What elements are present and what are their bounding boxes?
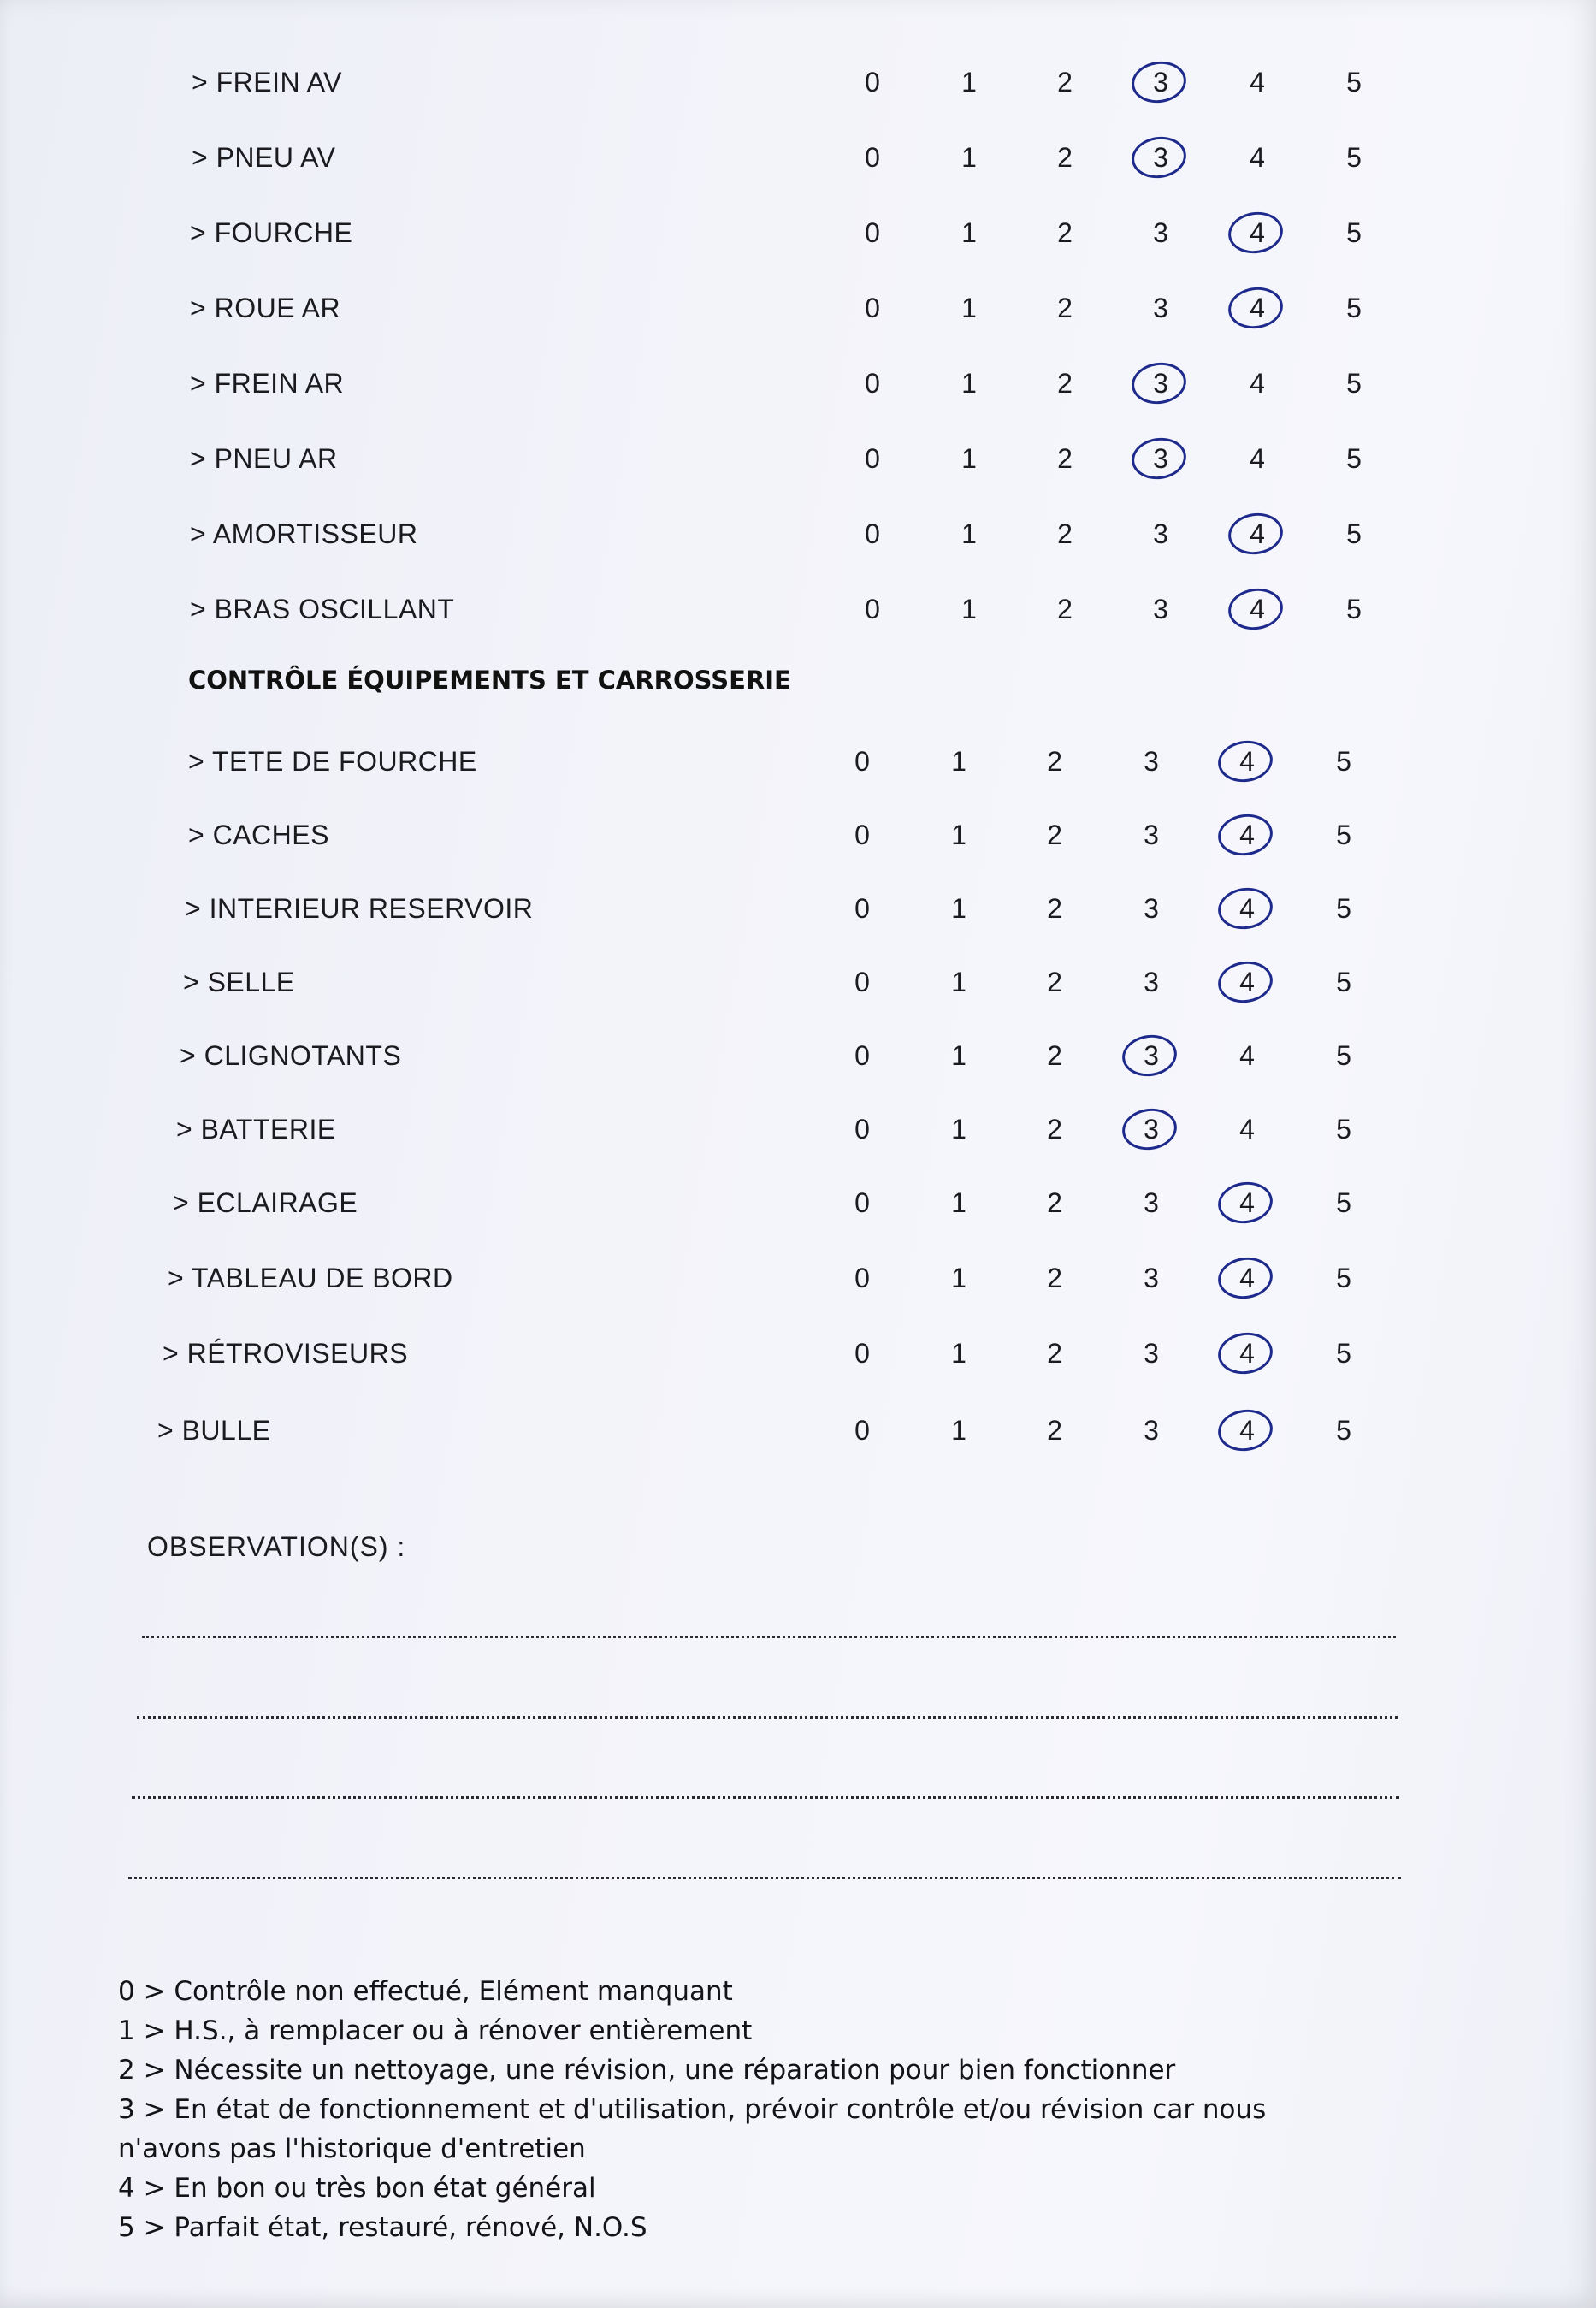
score-option-1[interactable]: 1 (961, 67, 977, 98)
legend-line: 1 > H.S., à remplacer ou à rénover entièrement (118, 2015, 753, 2046)
selected-score-circle (1129, 58, 1189, 106)
score-option-3[interactable]: 3 (1153, 518, 1168, 549)
selected-score-circle (1215, 1329, 1275, 1377)
observation-line[interactable] (137, 1716, 1398, 1719)
score-option-1[interactable]: 1 (951, 1187, 966, 1218)
legend-line: 4 > En bon ou très bon état général (118, 2173, 596, 2204)
rating-row (0, 585, 1596, 636)
item-label: > CACHES (188, 820, 329, 850)
score-option-4[interactable]: 4 (1230, 1338, 1264, 1370)
score-option-5[interactable]: 5 (1336, 1338, 1351, 1369)
score-option-0[interactable]: 0 (865, 443, 880, 474)
score-option-2[interactable]: 2 (1057, 142, 1073, 173)
score-option-5[interactable]: 5 (1346, 594, 1362, 624)
selected-score-circle (1226, 510, 1286, 558)
score-option-3[interactable]: 3 (1144, 142, 1178, 174)
score-option-1[interactable]: 1 (951, 1040, 966, 1071)
item-label: > RÉTROVISEURS (163, 1338, 409, 1369)
rating-row (0, 209, 1596, 260)
score-option-0[interactable]: 0 (854, 1187, 870, 1218)
score-option-4[interactable]: 4 (1240, 293, 1274, 324)
rating-row (0, 1179, 1596, 1230)
score-option-1[interactable]: 1 (951, 746, 966, 777)
section-title: CONTRÔLE ÉQUIPEMENTS ET CARROSSERIE (188, 666, 791, 695)
score-option-5[interactable]: 5 (1346, 518, 1362, 549)
observations-title: OBSERVATION(S) : (147, 1531, 406, 1562)
score-option-1[interactable]: 1 (951, 1114, 966, 1145)
item-label: > FREIN AV (192, 67, 343, 98)
legend-line: 3 > En état de fonctionnement et d'utilisation, prévoir contrôle et/ou révision car nous (118, 2094, 1267, 2125)
score-option-1[interactable]: 1 (951, 1338, 966, 1369)
legend-line: 2 > Nécessite un nettoyage, une révision, une réparation pour bien fonctionner (118, 2055, 1176, 2086)
score-option-1[interactable]: 1 (951, 967, 966, 997)
score-option-2[interactable]: 2 (1057, 594, 1073, 624)
score-option-2[interactable]: 2 (1057, 443, 1073, 474)
score-option-3[interactable]: 3 (1144, 1338, 1159, 1369)
score-option-4[interactable]: 4 (1230, 893, 1264, 925)
score-option-0[interactable]: 0 (865, 518, 880, 549)
rating-row (0, 510, 1596, 561)
score-option-2[interactable]: 2 (1047, 1187, 1062, 1218)
rating-row (0, 284, 1596, 335)
selected-score-circle (1129, 359, 1189, 407)
score-option-0[interactable]: 0 (854, 1114, 870, 1145)
score-option-2[interactable]: 2 (1057, 217, 1073, 248)
score-option-5[interactable]: 5 (1346, 368, 1362, 399)
observation-line[interactable] (142, 1636, 1396, 1638)
score-option-3[interactable]: 3 (1134, 1040, 1168, 1072)
selected-score-circle (1226, 209, 1286, 257)
score-option-3[interactable]: 3 (1134, 1114, 1168, 1145)
score-option-3[interactable]: 3 (1153, 217, 1168, 248)
score-option-2[interactable]: 2 (1057, 518, 1073, 549)
score-option-2[interactable]: 2 (1047, 1040, 1062, 1071)
score-option-0[interactable]: 0 (854, 1040, 870, 1071)
item-label: > BULLE (157, 1415, 271, 1446)
item-label: > FREIN AR (190, 368, 345, 399)
selected-score-circle (1120, 1032, 1179, 1080)
score-option-2[interactable]: 2 (1057, 67, 1073, 98)
rating-row (0, 359, 1596, 411)
score-option-5[interactable]: 5 (1336, 893, 1351, 924)
score-option-2[interactable]: 2 (1047, 746, 1062, 777)
score-option-0[interactable]: 0 (865, 67, 880, 98)
score-option-3[interactable]: 3 (1144, 1187, 1159, 1218)
selected-score-circle (1226, 284, 1286, 332)
score-option-4[interactable]: 4 (1239, 1114, 1255, 1145)
score-option-3[interactable]: 3 (1144, 368, 1178, 399)
score-option-5[interactable]: 5 (1336, 1415, 1351, 1446)
score-option-3[interactable]: 3 (1144, 893, 1159, 924)
rating-legend (118, 1972, 1452, 2247)
score-option-3[interactable]: 3 (1144, 820, 1159, 850)
score-option-2[interactable]: 2 (1047, 1263, 1062, 1293)
score-option-4[interactable]: 4 (1230, 746, 1264, 778)
score-option-2[interactable]: 2 (1057, 368, 1073, 399)
score-option-1[interactable]: 1 (961, 368, 977, 399)
selected-score-circle (1215, 1406, 1275, 1454)
score-option-0[interactable]: 0 (854, 967, 870, 997)
score-option-3[interactable]: 3 (1144, 67, 1178, 98)
score-option-4[interactable]: 4 (1230, 1187, 1264, 1219)
score-option-4[interactable]: 4 (1230, 1263, 1264, 1294)
score-option-0[interactable]: 0 (854, 1263, 870, 1293)
selected-score-circle (1215, 811, 1275, 859)
score-option-5[interactable]: 5 (1346, 67, 1362, 98)
legend-line: n'avons pas l'historique d'entretien (118, 2133, 586, 2164)
score-option-1[interactable]: 1 (961, 594, 977, 624)
score-option-4[interactable]: 4 (1240, 217, 1274, 249)
score-option-5[interactable]: 5 (1346, 443, 1362, 474)
score-option-2[interactable]: 2 (1047, 1338, 1062, 1369)
score-option-5[interactable]: 5 (1336, 1040, 1351, 1071)
rating-row (0, 133, 1596, 185)
rating-row (0, 811, 1596, 862)
rating-row (0, 1329, 1596, 1381)
item-label: > PNEU AV (192, 142, 336, 173)
score-option-0[interactable]: 0 (865, 293, 880, 323)
item-label: > AMORTISSEUR (190, 518, 418, 549)
score-option-1[interactable]: 1 (951, 820, 966, 850)
selected-score-circle (1226, 585, 1286, 633)
score-option-5[interactable]: 5 (1336, 967, 1351, 997)
item-label: > ECLAIRAGE (173, 1187, 358, 1218)
score-option-1[interactable]: 1 (951, 1415, 966, 1446)
rating-row (0, 737, 1596, 789)
score-option-5[interactable]: 5 (1346, 142, 1362, 173)
score-option-5[interactable]: 5 (1336, 1114, 1351, 1145)
score-option-1[interactable]: 1 (951, 893, 966, 924)
item-label: > PNEU AR (190, 443, 338, 474)
score-option-5[interactable]: 5 (1336, 746, 1351, 777)
score-option-3[interactable]: 3 (1153, 293, 1168, 323)
score-option-4[interactable]: 4 (1250, 443, 1265, 474)
legend-line: 0 > Contrôle non effectué, Elément manquant (118, 1976, 733, 2007)
rating-row (0, 885, 1596, 936)
score-option-2[interactable]: 2 (1047, 820, 1062, 850)
selected-score-circle (1215, 885, 1275, 932)
observation-line[interactable] (128, 1877, 1401, 1879)
score-option-3[interactable]: 3 (1144, 746, 1159, 777)
legend-line: 5 > Parfait état, restauré, rénové, N.O.S (118, 2212, 647, 2243)
score-option-3[interactable]: 3 (1144, 1415, 1159, 1446)
score-option-0[interactable]: 0 (865, 594, 880, 624)
score-option-4[interactable]: 4 (1250, 67, 1265, 98)
score-option-3[interactable]: 3 (1144, 1263, 1159, 1293)
score-option-0[interactable]: 0 (865, 142, 880, 173)
selected-score-circle (1215, 1254, 1275, 1302)
item-label: > BRAS OSCILLANT (190, 594, 455, 624)
rating-row (0, 1032, 1596, 1083)
score-option-1[interactable]: 1 (961, 293, 977, 323)
observation-line[interactable] (132, 1796, 1399, 1799)
score-option-2[interactable]: 2 (1047, 1415, 1062, 1446)
score-option-1[interactable]: 1 (961, 443, 977, 474)
score-option-5[interactable]: 5 (1336, 1263, 1351, 1293)
score-option-0[interactable]: 0 (865, 368, 880, 399)
score-option-1[interactable]: 1 (961, 142, 977, 173)
score-option-1[interactable]: 1 (961, 217, 977, 248)
score-option-2[interactable]: 2 (1057, 293, 1073, 323)
score-option-2[interactable]: 2 (1047, 893, 1062, 924)
score-option-1[interactable]: 1 (951, 1263, 966, 1293)
selected-score-circle (1120, 1105, 1179, 1153)
score-option-0[interactable]: 0 (854, 893, 870, 924)
item-label: > SELLE (183, 967, 295, 997)
selected-score-circle (1215, 958, 1275, 1006)
selected-score-circle (1215, 1179, 1275, 1227)
score-option-5[interactable]: 5 (1336, 820, 1351, 850)
score-option-2[interactable]: 2 (1047, 967, 1062, 997)
rating-row (0, 1254, 1596, 1305)
rating-row (0, 1105, 1596, 1157)
score-option-0[interactable]: 0 (854, 1415, 870, 1446)
selected-score-circle (1129, 133, 1189, 181)
score-option-3[interactable]: 3 (1144, 967, 1159, 997)
item-label: > FOURCHE (190, 217, 353, 248)
score-option-4[interactable]: 4 (1230, 1415, 1264, 1447)
score-option-4[interactable]: 4 (1239, 1040, 1255, 1071)
score-option-5[interactable]: 5 (1336, 1187, 1351, 1218)
score-option-4[interactable]: 4 (1250, 142, 1265, 173)
score-option-1[interactable]: 1 (961, 518, 977, 549)
item-label: > BATTERIE (176, 1114, 336, 1145)
score-option-0[interactable]: 0 (854, 820, 870, 850)
rating-row (0, 958, 1596, 1009)
score-option-4[interactable]: 4 (1230, 967, 1264, 998)
score-option-4[interactable]: 4 (1240, 518, 1274, 550)
score-option-3[interactable]: 3 (1144, 443, 1178, 475)
item-label: > ROUE AR (190, 293, 341, 323)
item-label: > TETE DE FOURCHE (188, 746, 477, 777)
score-option-5[interactable]: 5 (1346, 293, 1362, 323)
rating-row (0, 1406, 1596, 1458)
rating-row (0, 435, 1596, 486)
score-option-2[interactable]: 2 (1047, 1114, 1062, 1145)
rating-row (0, 58, 1596, 109)
item-label: > CLIGNOTANTS (180, 1040, 402, 1071)
score-option-4[interactable]: 4 (1250, 368, 1265, 399)
score-option-4[interactable]: 4 (1240, 594, 1274, 625)
score-option-4[interactable]: 4 (1230, 820, 1264, 851)
score-option-0[interactable]: 0 (865, 217, 880, 248)
selected-score-circle (1129, 435, 1189, 482)
score-option-3[interactable]: 3 (1153, 594, 1168, 624)
score-option-0[interactable]: 0 (854, 746, 870, 777)
score-option-0[interactable]: 0 (854, 1338, 870, 1369)
score-option-5[interactable]: 5 (1346, 217, 1362, 248)
selected-score-circle (1215, 737, 1275, 785)
item-label: > TABLEAU DE BORD (168, 1263, 453, 1293)
item-label: > INTERIEUR RESERVOIR (185, 893, 534, 924)
